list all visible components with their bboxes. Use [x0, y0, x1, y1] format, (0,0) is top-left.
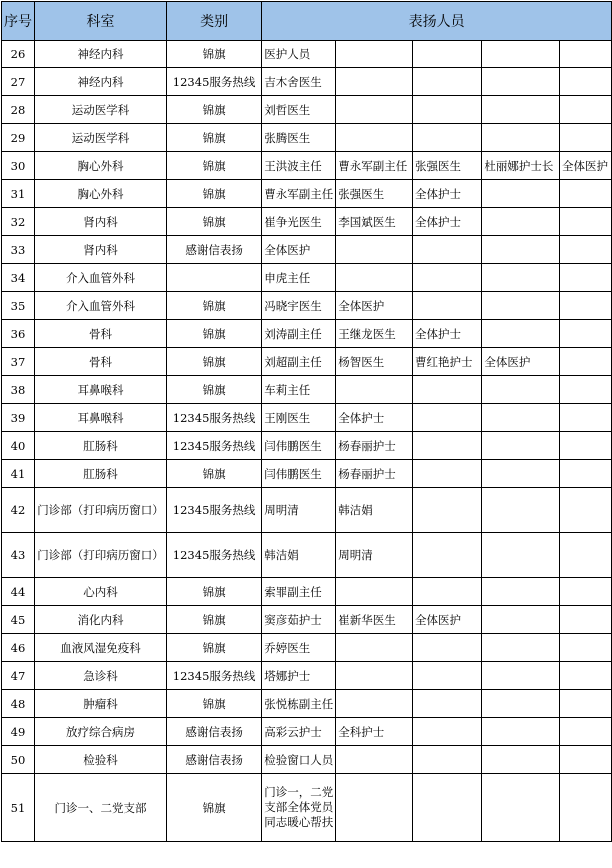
row-type: [166, 264, 261, 292]
row-person: 闫伟鹏医生: [262, 432, 336, 460]
row-person: 医护人员: [262, 41, 336, 68]
row-person: 刘哲医生: [262, 96, 336, 124]
row-person: [560, 404, 612, 432]
row-seq: 34: [2, 264, 35, 292]
row-person: [482, 533, 560, 578]
table-body: [2, 41, 612, 842]
row-person: [336, 662, 413, 690]
row-type: 锦旗: [166, 376, 261, 404]
row-person: [413, 41, 482, 68]
row-person: [560, 606, 612, 634]
row-person: [482, 746, 560, 774]
row-seq: 39: [2, 404, 35, 432]
row-dept: 肛肠科: [35, 460, 167, 488]
table-row: [2, 68, 612, 96]
row-person: [560, 348, 612, 376]
row-person: [413, 460, 482, 488]
row-person: 崔新华医生: [336, 606, 413, 634]
row-person: [413, 404, 482, 432]
row-type: 锦旗: [166, 320, 261, 348]
row-person: [560, 236, 612, 264]
row-seq: 40: [2, 432, 35, 460]
row-person: [413, 634, 482, 662]
row-type: 锦旗: [166, 690, 261, 718]
row-person: [482, 96, 560, 124]
row-person: [336, 68, 413, 96]
table-row: [2, 690, 612, 718]
row-person: 检验窗口人员: [262, 746, 336, 774]
row-person: [560, 774, 612, 842]
row-person: 全体护士: [413, 208, 482, 236]
row-person: [482, 690, 560, 718]
row-person: [560, 746, 612, 774]
row-type: 锦旗: [166, 634, 261, 662]
row-person: 刘涛副主任: [262, 320, 336, 348]
row-person: 全体护士: [413, 180, 482, 208]
row-person: [560, 634, 612, 662]
row-seq: 29: [2, 124, 35, 152]
row-person: [413, 124, 482, 152]
row-person: 闫伟鹏医生: [262, 460, 336, 488]
header-people: 表扬人员: [262, 2, 612, 41]
row-person: [336, 264, 413, 292]
row-type: 锦旗: [166, 578, 261, 606]
row-dept: 门诊部（打印病历窗口）: [35, 533, 167, 578]
row-dept: 骨科: [35, 348, 167, 376]
table-row: [2, 96, 612, 124]
row-person: [560, 68, 612, 96]
row-seq: 27: [2, 68, 35, 96]
row-person: [413, 774, 482, 842]
row-type: 锦旗: [166, 180, 261, 208]
row-person: 全科护士: [336, 718, 413, 746]
row-person: 张腾医生: [262, 124, 336, 152]
row-person: 车莉主任: [262, 376, 336, 404]
table-row: [2, 718, 612, 746]
row-person: [560, 460, 612, 488]
row-seq: 50: [2, 746, 35, 774]
row-person: [336, 96, 413, 124]
row-person: [413, 236, 482, 264]
row-seq: 41: [2, 460, 35, 488]
row-person: [482, 488, 560, 533]
row-person: 全体护士: [336, 404, 413, 432]
row-person: [560, 180, 612, 208]
table-row: [2, 320, 612, 348]
row-person: [482, 376, 560, 404]
row-dept: 胸心外科: [35, 152, 167, 180]
row-person: 全体护士: [413, 320, 482, 348]
row-type: 12345服务热线: [166, 662, 261, 690]
row-person: [560, 718, 612, 746]
row-type: 感谢信表扬: [166, 718, 261, 746]
row-type: 12345服务热线: [166, 68, 261, 96]
row-person: [336, 746, 413, 774]
row-person: 周明清: [262, 488, 336, 533]
row-person: [413, 488, 482, 533]
row-person: 杨春丽护士: [336, 432, 413, 460]
row-seq: 45: [2, 606, 35, 634]
header-type: 类别: [166, 2, 261, 41]
row-person: [413, 578, 482, 606]
row-type: 锦旗: [166, 774, 261, 842]
table-row: [2, 634, 612, 662]
row-type: 12345服务热线: [166, 533, 261, 578]
row-person: [336, 236, 413, 264]
row-person: [482, 41, 560, 68]
row-person: [482, 606, 560, 634]
row-seq: 37: [2, 348, 35, 376]
row-person: [482, 774, 560, 842]
table-row: [2, 774, 612, 842]
row-person: [482, 718, 560, 746]
row-person: 杨智医生: [336, 348, 413, 376]
row-dept: 介入血管外科: [35, 292, 167, 320]
row-dept: 神经内科: [35, 68, 167, 96]
table-row: [2, 208, 612, 236]
table-row: [2, 460, 612, 488]
row-person: 王刚医生: [262, 404, 336, 432]
row-person: 门诊一，二党支部全体党员同志暖心帮扶: [262, 774, 336, 842]
row-person: [482, 432, 560, 460]
row-person: [336, 774, 413, 842]
row-seq: 32: [2, 208, 35, 236]
table-row: [2, 488, 612, 533]
row-seq: 30: [2, 152, 35, 180]
row-person: 曹永军副主任: [262, 180, 336, 208]
table-row: [2, 606, 612, 634]
row-type: 感谢信表扬: [166, 236, 261, 264]
header-row: [2, 2, 612, 41]
row-dept: 肾内科: [35, 208, 167, 236]
row-person: 窦彦茹护士: [262, 606, 336, 634]
row-person: 崔争光医生: [262, 208, 336, 236]
row-dept: 心内科: [35, 578, 167, 606]
row-person: [413, 690, 482, 718]
row-dept: 消化内科: [35, 606, 167, 634]
row-dept: 神经内科: [35, 41, 167, 68]
row-person: 王继龙医生: [336, 320, 413, 348]
row-seq: 44: [2, 578, 35, 606]
row-person: [413, 292, 482, 320]
row-person: [336, 690, 413, 718]
row-type: 锦旗: [166, 606, 261, 634]
row-person: [482, 460, 560, 488]
row-person: [482, 124, 560, 152]
row-type: 锦旗: [166, 348, 261, 376]
row-type: 锦旗: [166, 460, 261, 488]
row-person: [413, 68, 482, 96]
row-person: [336, 634, 413, 662]
row-person: 李国斌医生: [336, 208, 413, 236]
row-person: 张强医生: [336, 180, 413, 208]
table-row: [2, 432, 612, 460]
table-row: [2, 236, 612, 264]
row-seq: 51: [2, 774, 35, 842]
row-dept: 运动医学科: [35, 124, 167, 152]
row-type: 12345服务热线: [166, 488, 261, 533]
row-person: 王洪波主任: [262, 152, 336, 180]
row-dept: 门诊一、二党支部: [35, 774, 167, 842]
row-type: 12345服务热线: [166, 432, 261, 460]
row-seq: 31: [2, 180, 35, 208]
row-person: 刘超副主任: [262, 348, 336, 376]
row-seq: 48: [2, 690, 35, 718]
row-dept: 肛肠科: [35, 432, 167, 460]
table-row: [2, 404, 612, 432]
row-person: [413, 662, 482, 690]
row-seq: 42: [2, 488, 35, 533]
row-person: 冯晓宇医生: [262, 292, 336, 320]
row-seq: 36: [2, 320, 35, 348]
table-row: [2, 662, 612, 690]
row-person: [482, 404, 560, 432]
row-dept: 运动医学科: [35, 96, 167, 124]
row-person: [560, 690, 612, 718]
row-dept: 耳鼻喉科: [35, 404, 167, 432]
row-dept: 耳鼻喉科: [35, 376, 167, 404]
row-person: 曹永军副主任: [336, 152, 413, 180]
row-person: [413, 533, 482, 578]
row-person: 高彩云护士: [262, 718, 336, 746]
row-person: [482, 662, 560, 690]
row-person: [413, 264, 482, 292]
row-person: [482, 236, 560, 264]
row-person: [336, 578, 413, 606]
row-person: [560, 376, 612, 404]
table-row: [2, 533, 612, 578]
row-type: 锦旗: [166, 41, 261, 68]
row-person: [560, 96, 612, 124]
table-row: [2, 292, 612, 320]
row-type: 锦旗: [166, 124, 261, 152]
table-row: [2, 578, 612, 606]
row-seq: 33: [2, 236, 35, 264]
row-seq: 26: [2, 41, 35, 68]
row-person: 全体医护: [262, 236, 336, 264]
row-dept: 血液风湿免疫科: [35, 634, 167, 662]
row-person: [336, 376, 413, 404]
row-person: 塔娜护士: [262, 662, 336, 690]
table-row: [2, 180, 612, 208]
row-person: [560, 320, 612, 348]
row-seq: 49: [2, 718, 35, 746]
row-person: [560, 662, 612, 690]
row-dept: 肾内科: [35, 236, 167, 264]
row-person: [482, 264, 560, 292]
row-seq: 47: [2, 662, 35, 690]
row-seq: 46: [2, 634, 35, 662]
row-dept: 急诊科: [35, 662, 167, 690]
row-type: 锦旗: [166, 292, 261, 320]
row-person: [336, 41, 413, 68]
row-person: [482, 208, 560, 236]
header-dept: 科室: [35, 2, 167, 41]
row-person: 申虎主任: [262, 264, 336, 292]
row-dept: 介入血管外科: [35, 264, 167, 292]
row-dept: 门诊部（打印病历窗口）: [35, 488, 167, 533]
row-person: 韩洁娟: [262, 533, 336, 578]
row-person: [482, 68, 560, 96]
row-person: [336, 124, 413, 152]
row-dept: 肿瘤科: [35, 690, 167, 718]
row-type: 锦旗: [166, 152, 261, 180]
row-person: 乔婷医生: [262, 634, 336, 662]
row-person: 吉木舍医生: [262, 68, 336, 96]
row-person: 全体医护: [482, 348, 560, 376]
table-row: [2, 264, 612, 292]
row-dept: 放疗综合病房: [35, 718, 167, 746]
row-person: 全体医护: [560, 152, 612, 180]
row-person: 全体医护: [413, 606, 482, 634]
table-row: [2, 41, 612, 68]
row-person: [560, 41, 612, 68]
row-person: 周明清: [336, 533, 413, 578]
row-seq: 35: [2, 292, 35, 320]
row-type: 锦旗: [166, 96, 261, 124]
row-person: [560, 488, 612, 533]
table-row: [2, 376, 612, 404]
row-type: 12345服务热线: [166, 404, 261, 432]
row-person: [560, 208, 612, 236]
row-seq: 43: [2, 533, 35, 578]
row-person: [413, 376, 482, 404]
row-person: [560, 533, 612, 578]
row-person: 韩洁娟: [336, 488, 413, 533]
row-person: 张强医生: [413, 152, 482, 180]
row-person: 曹红艳护士: [413, 348, 482, 376]
row-person: 全体医护: [336, 292, 413, 320]
row-type: 锦旗: [166, 208, 261, 236]
row-person: 张悦栋副主任: [262, 690, 336, 718]
row-person: [413, 432, 482, 460]
row-person: 杜丽娜护士长: [482, 152, 560, 180]
row-seq: 28: [2, 96, 35, 124]
table-row: [2, 124, 612, 152]
row-person: 索罪副主任: [262, 578, 336, 606]
row-person: [482, 578, 560, 606]
table-row: [2, 152, 612, 180]
row-person: [560, 578, 612, 606]
row-dept: 胸心外科: [35, 180, 167, 208]
row-person: [560, 124, 612, 152]
row-person: [413, 718, 482, 746]
row-person: [482, 292, 560, 320]
row-person: [413, 746, 482, 774]
row-person: [413, 96, 482, 124]
table-row: [2, 348, 612, 376]
row-seq: 38: [2, 376, 35, 404]
row-dept: 检验科: [35, 746, 167, 774]
table-row: [2, 746, 612, 774]
row-person: [560, 292, 612, 320]
row-dept: 骨科: [35, 320, 167, 348]
header-seq: 序号: [2, 2, 35, 41]
row-person: [560, 264, 612, 292]
row-person: [560, 432, 612, 460]
row-person: [482, 320, 560, 348]
row-person: 杨春丽护士: [336, 460, 413, 488]
commendation-table: [1, 1, 612, 842]
row-type: 感谢信表扬: [166, 746, 261, 774]
row-person: [482, 180, 560, 208]
row-person: [482, 634, 560, 662]
